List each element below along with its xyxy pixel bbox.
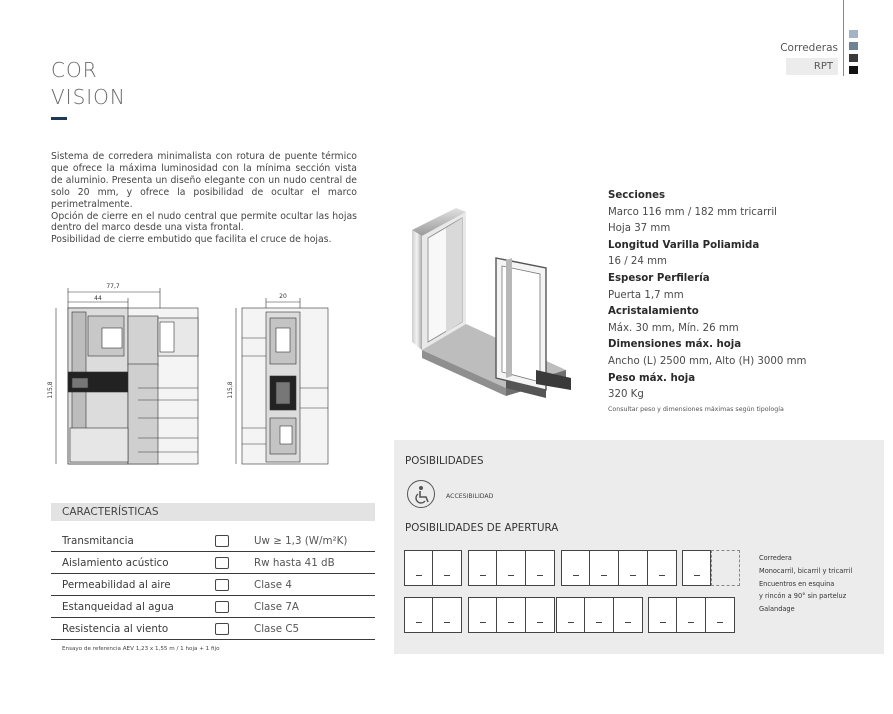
window-pane bbox=[404, 550, 433, 586]
title-accent bbox=[51, 117, 67, 120]
opening-type bbox=[468, 597, 555, 633]
description-paragraph: Opción de cierre en el nudo central que permite ocultar las hojas dentro del marco desde una vista frontal. bbox=[51, 210, 357, 234]
air-icon bbox=[215, 579, 229, 591]
legend-line: Corredera bbox=[759, 554, 792, 562]
legend-line: Monocarril, bicarril y tricarril bbox=[759, 566, 853, 575]
window-pane bbox=[585, 597, 614, 633]
title-line-2: VISION bbox=[51, 85, 126, 109]
window-pane bbox=[677, 597, 706, 633]
legend-line: Encuentros en esquina bbox=[759, 579, 835, 588]
row-label: Permeabilidad al aire bbox=[62, 579, 171, 591]
section-drawings bbox=[40, 278, 360, 478]
accessibility-icon bbox=[407, 480, 435, 508]
window-pane bbox=[526, 597, 555, 633]
window-pane bbox=[468, 597, 497, 633]
row-label: Transmitancia bbox=[62, 535, 134, 547]
window-pane bbox=[497, 597, 526, 633]
spec-heading: Peso máx. hoja bbox=[608, 372, 696, 384]
wind-icon bbox=[215, 623, 229, 635]
window-pane bbox=[619, 550, 648, 586]
spec-heading: Secciones bbox=[608, 190, 666, 201]
spec-value: Máx. 30 mm, Mín. 26 mm bbox=[608, 322, 739, 334]
spec-value: Ancho (L) 2500 mm, Alto (H) 3000 mm bbox=[608, 355, 807, 367]
swatch-4 bbox=[849, 66, 858, 74]
category-sub-label: RPT bbox=[786, 58, 838, 75]
table-row bbox=[51, 574, 375, 596]
row-label: Resistencia al viento bbox=[62, 623, 169, 635]
dim-height-right-label: 115,8 bbox=[227, 381, 234, 399]
spec-heading: Espesor Perfilería bbox=[608, 272, 710, 284]
window-pane bbox=[648, 550, 677, 586]
opening-type bbox=[556, 597, 643, 633]
window-pane bbox=[404, 597, 433, 633]
window-pane bbox=[468, 550, 497, 586]
row-value: Uw ≥ 1,3 (W/m²K) bbox=[254, 535, 348, 547]
accessibility-label: ACCESIBILIDAD bbox=[446, 493, 494, 500]
opening-type bbox=[561, 550, 677, 586]
opening-type bbox=[404, 597, 462, 633]
window-pane bbox=[706, 597, 735, 633]
row-label: Estanqueidad al agua bbox=[62, 601, 174, 613]
opening-type bbox=[468, 550, 555, 586]
legend-line: Galandage bbox=[759, 605, 795, 614]
spec-value: 16 / 24 mm bbox=[608, 256, 667, 268]
opening-type bbox=[648, 597, 735, 633]
row-value: Clase C5 bbox=[254, 623, 300, 635]
spec-heading: Dimensiones máx. hoja bbox=[608, 339, 742, 351]
category-label: Correderas bbox=[780, 42, 838, 54]
dim-height-left-label: 115,8 bbox=[47, 381, 54, 399]
window-pane bbox=[497, 550, 526, 586]
window-pane bbox=[561, 550, 590, 586]
opening-legend bbox=[759, 552, 852, 616]
spec-heading: Acristalamiento bbox=[608, 306, 699, 318]
possibilities-panel bbox=[394, 440, 884, 654]
spec-note: Consultar peso y dimensiones máximas según tipología bbox=[608, 405, 784, 413]
dim-total-label: 77,7 bbox=[106, 283, 120, 290]
page-title bbox=[51, 57, 126, 111]
window-pane bbox=[526, 550, 555, 586]
opening-type bbox=[682, 550, 740, 586]
characteristics-title: CARACTERÍSTICAS bbox=[51, 503, 375, 521]
spec-value: Puerta 1,7 mm bbox=[608, 289, 684, 301]
row-value: Clase 7A bbox=[254, 601, 299, 613]
table-row bbox=[51, 596, 375, 618]
window-pane-hidden bbox=[711, 550, 740, 586]
description-paragraph: Sistema de corredera minimalista con rotura de puente térmico que ofrece la máxima luminosidad con la mínima sección vista de aluminio. Presenta un diseño elegante con un nudo central de solo 20 mm, y ofrece la posibilidad de ocultar el marco perimetralmente. bbox=[51, 151, 357, 210]
window-pane bbox=[614, 597, 643, 633]
window-pane bbox=[648, 597, 677, 633]
characteristics-note: Ensayo de referencia AEV 1,23 x 1,55 m / 1 hoja + 1 fijo bbox=[62, 646, 220, 652]
possibilities-title: POSIBILIDADES bbox=[405, 455, 484, 467]
description bbox=[51, 151, 357, 246]
row-label: Aislamiento acústico bbox=[62, 557, 169, 569]
window-pane bbox=[433, 597, 462, 633]
opening-type bbox=[404, 550, 462, 586]
window-pane bbox=[590, 550, 619, 586]
specs-list bbox=[608, 188, 878, 416]
row-value: Clase 4 bbox=[254, 579, 292, 591]
window-pane bbox=[433, 550, 462, 586]
thermal-icon bbox=[215, 535, 229, 547]
window-pane bbox=[556, 597, 585, 633]
row-value: Rw hasta 41 dB bbox=[254, 557, 335, 569]
table-row bbox=[51, 618, 375, 640]
opening-title: POSIBILIDADES DE APERTURA bbox=[405, 522, 559, 534]
legend-line: y rincón a 90° sin parteluz bbox=[759, 592, 847, 601]
table-row bbox=[51, 552, 375, 574]
swatch-2 bbox=[849, 42, 858, 50]
sound-icon bbox=[215, 557, 229, 569]
dim-center-label: 20 bbox=[279, 293, 287, 300]
spec-value: 320 Kg bbox=[608, 389, 644, 401]
table-row bbox=[51, 530, 375, 552]
spec-value: Hoja 37 mm bbox=[608, 223, 671, 235]
title-line-1: COR bbox=[51, 58, 98, 82]
swatch-3 bbox=[849, 54, 858, 62]
window-pane bbox=[682, 550, 711, 586]
swatch-1 bbox=[849, 30, 858, 38]
water-icon bbox=[215, 601, 229, 613]
characteristics-table bbox=[51, 530, 375, 640]
dim-inner-label: 44 bbox=[94, 295, 102, 302]
divider-line bbox=[843, 0, 844, 76]
spec-heading: Longitud Varilla Poliamida bbox=[608, 239, 760, 251]
product-image bbox=[406, 200, 581, 415]
description-paragraph: Posibilidad de cierre embutido que facilita el cruce de hojas. bbox=[51, 234, 332, 246]
spec-value: Marco 116 mm / 182 mm tricarril bbox=[608, 206, 777, 218]
